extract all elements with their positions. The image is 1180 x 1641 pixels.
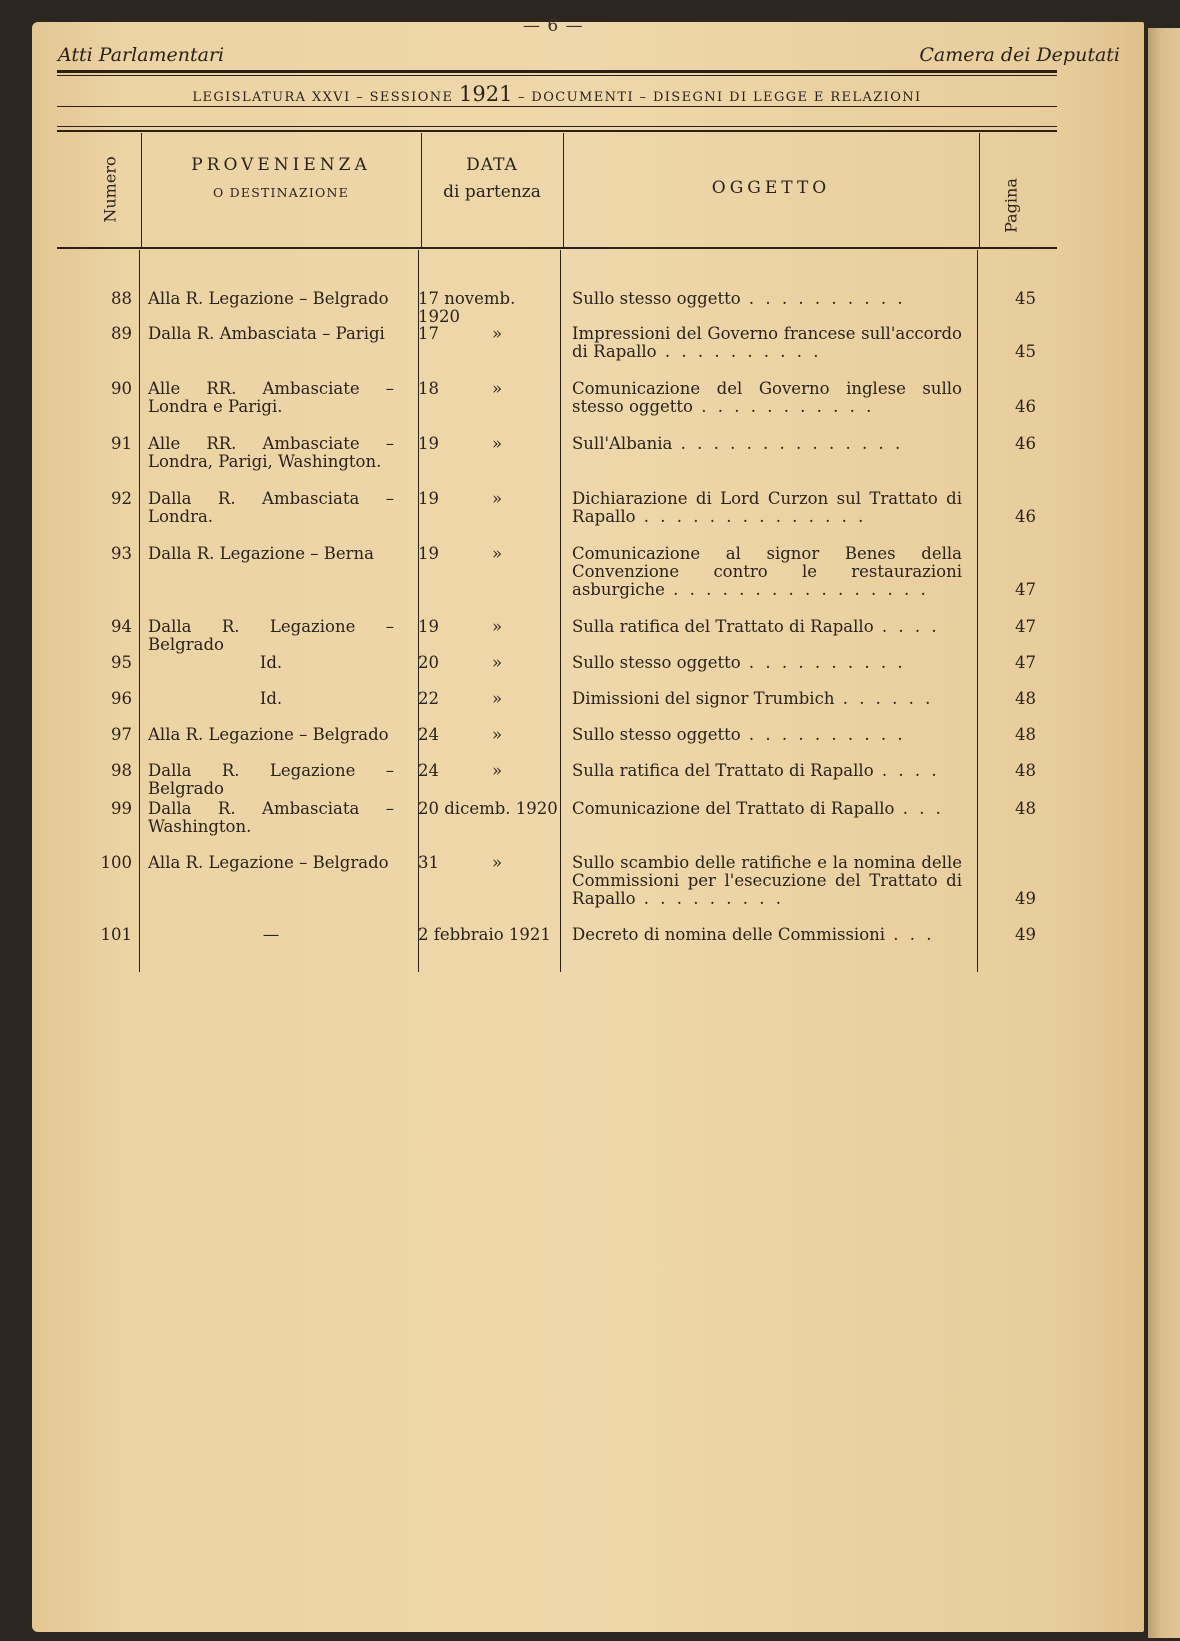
row-provenienza: Dalla R. Legazione – Belgrado bbox=[148, 617, 394, 654]
row-pagina: 46 bbox=[1015, 434, 1036, 453]
col-header-data bbox=[422, 155, 562, 202]
row-oggetto-text: Impressioni del Governo francese sull'accordo di Rapallo bbox=[572, 324, 962, 361]
row-leader-dots: . . . bbox=[885, 925, 935, 944]
row-pagina: 48 bbox=[1015, 689, 1036, 708]
row-oggetto bbox=[572, 926, 962, 944]
row-oggetto bbox=[572, 726, 962, 744]
row-data-day: 20 dicemb. 1920 bbox=[418, 799, 558, 818]
row-oggetto-text: Comunicazione del Governo inglese sullo stesso oggetto bbox=[572, 379, 962, 416]
row-data-day: 19 bbox=[418, 617, 439, 636]
row-leader-dots: . . . . . . . . . bbox=[635, 889, 784, 908]
row-data-day: 31 bbox=[418, 853, 439, 872]
row-pagina: 49 bbox=[1015, 889, 1036, 908]
row-data-ditto-mark: » bbox=[492, 689, 503, 708]
row-oggetto bbox=[572, 435, 962, 453]
row-provenienza: Dalla R. Ambasciata – Londra. bbox=[148, 489, 394, 526]
subtitle-prefix: LEGISLATURA XXVI – SESSIONE bbox=[192, 90, 454, 105]
row-oggetto-text: Dichiarazione di Lord Curzon sul Trattato di Rapallo bbox=[572, 489, 962, 526]
row-pagina: 47 bbox=[1015, 617, 1036, 636]
row-oggetto bbox=[572, 618, 962, 636]
header-left-title: Atti Parlamentari bbox=[58, 44, 225, 66]
row-data-ditto-mark: » bbox=[492, 853, 503, 872]
row-provenienza: Alla R. Legazione – Belgrado bbox=[148, 853, 389, 872]
row-leader-dots: . . . . bbox=[873, 617, 940, 636]
row-pagina: 48 bbox=[1015, 761, 1036, 780]
col-header-oggetto: OGGETTO bbox=[711, 178, 831, 198]
row-data-ditto-mark: » bbox=[492, 653, 503, 672]
row-data bbox=[418, 854, 560, 872]
row-data-day: 17 novemb. 1920 bbox=[418, 289, 516, 326]
row-leader-dots: . . . . . . . . . . bbox=[740, 653, 906, 672]
col-divider-4-head bbox=[979, 133, 980, 247]
row-leader-dots: . . . . . . . . . . . . . . . . bbox=[664, 580, 929, 599]
row-data-day: 17 bbox=[418, 324, 439, 343]
row-number: 96 bbox=[111, 689, 132, 708]
row-data-ditto-mark: » bbox=[492, 725, 503, 744]
row-oggetto-text: Dimissioni del signor Trumbich bbox=[572, 689, 835, 708]
provenienza-label: PROVENIENZA bbox=[191, 155, 371, 175]
row-oggetto-text: Sullo scambio delle ratifiche e la nomina delle Commissioni per l'esecuzione del Trattato di Rapallo bbox=[572, 853, 962, 908]
row-number: 88 bbox=[111, 289, 132, 308]
row-provenienza: Alla R. Legazione – Belgrado bbox=[148, 725, 389, 744]
subtitle-suffix: – DOCUMENTI – DISEGNI DI LEGGE E RELAZIONI bbox=[517, 90, 922, 105]
row-data-day: 22 bbox=[418, 689, 439, 708]
row-leader-dots: . . . . . . . . . . . bbox=[693, 397, 875, 416]
row-pagina: 45 bbox=[1015, 289, 1036, 308]
row-data-day: 24 bbox=[418, 725, 439, 744]
col-header-provenienza bbox=[142, 155, 420, 200]
row-data bbox=[418, 545, 560, 563]
header-subtitle bbox=[57, 82, 1057, 106]
row-data-ditto-mark: » bbox=[492, 324, 503, 343]
row-leader-dots: . . . . . . . . . . bbox=[740, 725, 906, 744]
row-data bbox=[418, 690, 560, 708]
row-oggetto-text: Comunicazione al signor Benes della Convenzione contro le restaurazioni asburgiche bbox=[572, 544, 962, 599]
col-divider-1-body bbox=[139, 250, 140, 972]
row-number: 89 bbox=[111, 324, 132, 343]
row-pagina: 48 bbox=[1015, 725, 1036, 744]
row-data-day: 19 bbox=[418, 544, 439, 563]
row-oggetto bbox=[572, 762, 962, 780]
row-provenienza: Dalla R. Legazione – Berna bbox=[148, 544, 375, 563]
row-data bbox=[418, 325, 560, 343]
row-pagina: 49 bbox=[1015, 925, 1036, 944]
row-number: 99 bbox=[111, 799, 132, 818]
row-number: 92 bbox=[111, 489, 132, 508]
row-pagina: 47 bbox=[1015, 580, 1036, 599]
row-oggetto-text: Sull'Albania bbox=[572, 434, 673, 453]
table-head-bottom-rule bbox=[57, 247, 1057, 249]
page-number: — 6 — bbox=[523, 16, 584, 36]
row-leader-dots: . . . . . . bbox=[834, 689, 934, 708]
row-provenienza: Dalla R. Ambasciata – Washington. bbox=[148, 799, 394, 836]
row-provenienza: Alle RR. Ambasciate – Londra e Parigi. bbox=[148, 379, 394, 416]
row-oggetto bbox=[572, 800, 962, 818]
row-number: 98 bbox=[111, 761, 132, 780]
row-provenienza: Id. bbox=[259, 689, 283, 708]
row-provenienza: Dalla R. Legazione – Belgrado bbox=[148, 761, 394, 798]
row-pagina: 46 bbox=[1015, 507, 1036, 526]
row-data-ditto-mark: » bbox=[492, 617, 503, 636]
row-pagina: 47 bbox=[1015, 653, 1036, 672]
row-oggetto-text: Decreto di nomina delle Commissioni bbox=[572, 925, 886, 944]
col-header-pagina: Pagina bbox=[1001, 178, 1021, 233]
row-number: 90 bbox=[111, 379, 132, 398]
row-oggetto-text: Sullo stesso oggetto bbox=[572, 289, 741, 308]
row-leader-dots: . . . . bbox=[873, 761, 940, 780]
header-rule-thick bbox=[57, 70, 1057, 73]
row-number: 94 bbox=[111, 617, 132, 636]
row-leader-dots: . . . . . . . . . . bbox=[656, 342, 822, 361]
row-data-day: 18 bbox=[418, 379, 439, 398]
row-number: 101 bbox=[100, 925, 132, 944]
col-divider-4-body bbox=[977, 250, 978, 972]
row-oggetto bbox=[572, 690, 962, 708]
data-label: DATA bbox=[466, 155, 518, 175]
row-provenienza: Id. bbox=[259, 653, 283, 672]
row-oggetto bbox=[572, 854, 962, 908]
row-number: 93 bbox=[111, 544, 132, 563]
row-data bbox=[418, 726, 560, 744]
row-number: 95 bbox=[111, 653, 132, 672]
row-data-ditto-mark: » bbox=[492, 434, 503, 453]
row-data bbox=[418, 290, 560, 326]
row-oggetto bbox=[572, 490, 962, 526]
row-oggetto-text: Sulla ratifica del Trattato di Rapallo bbox=[572, 761, 874, 780]
row-oggetto-text: Sulla ratifica del Trattato di Rapallo bbox=[572, 617, 874, 636]
row-pagina: 48 bbox=[1015, 799, 1036, 818]
row-data bbox=[418, 800, 560, 818]
row-leader-dots: . . . . . . . . . . bbox=[740, 289, 906, 308]
subtitle-rule bbox=[57, 106, 1057, 107]
row-oggetto-text: Comunicazione del Trattato di Rapallo bbox=[572, 799, 895, 818]
header-right-title: Camera dei Deputati bbox=[919, 44, 1120, 66]
col-divider-3-body bbox=[560, 250, 561, 972]
row-oggetto bbox=[572, 380, 962, 416]
row-data bbox=[418, 490, 560, 508]
row-data-day: 24 bbox=[418, 761, 439, 780]
row-data-day: 19 bbox=[418, 434, 439, 453]
row-pagina: 45 bbox=[1015, 342, 1036, 361]
row-pagina: 46 bbox=[1015, 397, 1036, 416]
row-provenienza: Dalla R. Ambasciata – Parigi bbox=[148, 324, 385, 343]
row-data bbox=[418, 654, 560, 672]
row-data-day: 19 bbox=[418, 489, 439, 508]
row-data-ditto-mark: » bbox=[492, 489, 503, 508]
table-top-rule-1 bbox=[57, 126, 1057, 127]
row-data-day: 20 bbox=[418, 653, 439, 672]
row-leader-dots: . . . . . . . . . . . . . . bbox=[635, 507, 867, 526]
row-oggetto bbox=[572, 654, 962, 672]
adjacent-page-edge bbox=[1148, 28, 1180, 1638]
row-data-ditto-mark: » bbox=[492, 761, 503, 780]
table-top-rule-2 bbox=[57, 130, 1057, 132]
row-data-ditto-mark: » bbox=[492, 544, 503, 563]
row-provenienza: Alle RR. Ambasciate – Londra, Parigi, Washington. bbox=[148, 434, 394, 471]
row-oggetto bbox=[572, 290, 962, 308]
row-data bbox=[418, 618, 560, 636]
provenienza-sublabel: O DESTINAZIONE bbox=[213, 185, 349, 200]
row-number: 100 bbox=[100, 853, 132, 872]
header-rule-thin bbox=[57, 75, 1057, 76]
row-oggetto bbox=[572, 545, 962, 599]
col-header-numero: Numero bbox=[100, 156, 120, 223]
row-data bbox=[418, 380, 560, 398]
row-provenienza: — bbox=[262, 925, 280, 944]
row-leader-dots: . . . bbox=[894, 799, 944, 818]
row-oggetto bbox=[572, 325, 962, 361]
row-provenienza: Alla R. Legazione – Belgrado bbox=[148, 289, 389, 308]
row-number: 97 bbox=[111, 725, 132, 744]
row-data bbox=[418, 926, 560, 944]
row-data bbox=[418, 435, 560, 453]
row-data-day: 2 febbraio 1921 bbox=[418, 925, 551, 944]
row-oggetto-text: Sullo stesso oggetto bbox=[572, 653, 741, 672]
data-sublabel: di partenza bbox=[443, 182, 541, 202]
row-number: 91 bbox=[111, 434, 132, 453]
row-leader-dots: . . . . . . . . . . . . . . bbox=[672, 434, 904, 453]
row-data-ditto-mark: » bbox=[492, 379, 503, 398]
subtitle-year: 1921 bbox=[458, 82, 513, 106]
row-data bbox=[418, 762, 560, 780]
row-oggetto-text: Sullo stesso oggetto bbox=[572, 725, 741, 744]
